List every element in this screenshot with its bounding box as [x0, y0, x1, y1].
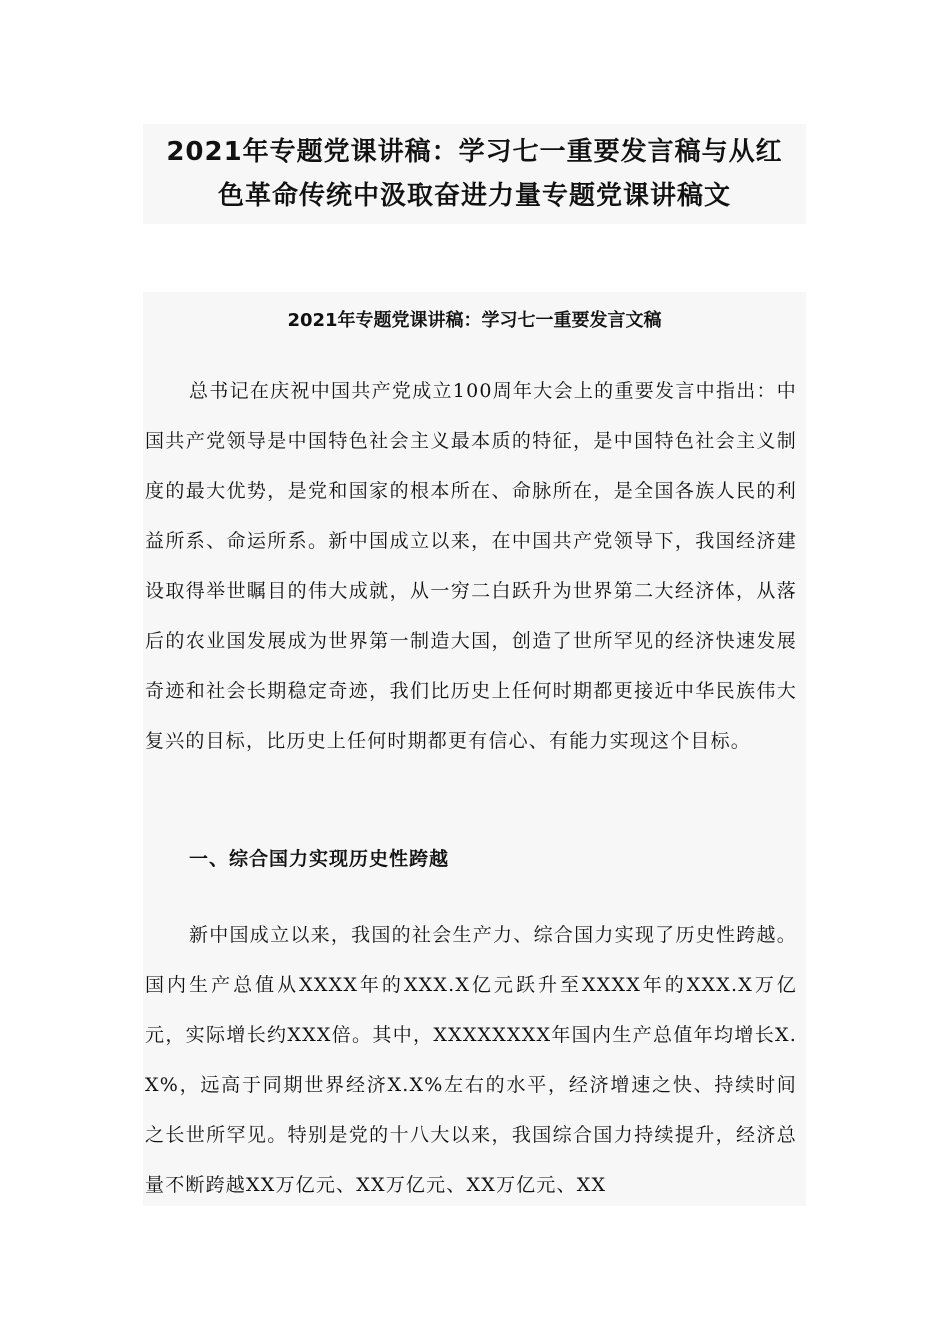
document-body — [143, 292, 806, 1206]
document-title-line-1: 2021年专题党课讲稿：学习七一重要发言稿与从红 — [166, 137, 783, 167]
section-title: 2021年专题党课讲稿：学习七一重要发言文稿 — [287, 310, 662, 331]
document-title — [143, 124, 806, 218]
document-title-block — [143, 124, 806, 224]
document-title-line-2: 色革命传统中汲取奋进力量专题党课讲稿文 — [217, 181, 731, 211]
section-heading-1: 一、综合国力实现历史性跨越 — [189, 848, 450, 870]
paragraph-intro: 总书记在庆祝中国共产党成立100周年大会上的重要发言中指出：中国共产党领导是中国特色社会主义最本质的特征，是中国特色社会主义制度的最大优势，是党和国家的根本所在、命脉所在，是全国各族人民的利益所系、命运所系。新中国成立以来，在中国共产党领导下，我国经济建设取得举世瞩目的伟大成就，从一穷二白跃升为世界第二大经济体，从落后的农业国发展成为世界第一制造大国，创造了世所罕见的经济快速发展奇迹和社会长期稳定奇迹，我们比历史上任何时期都更接近中华民族伟大复兴的目标，比历史上任何时期都更有信心、有能力实现这个目标。 — [145, 380, 797, 752]
paragraph-national-strength: 新中国成立以来，我国的社会生产力、综合国力实现了历史性跨越。国内生产总值从XXXX年的XXX.X亿元跃升至XXXX年的XXX.X万亿元，实际增长约XXX倍。其中，XXXXXXXX年国内生产总值年均增长X.X%，远高于同期世界经济X.X%左右的水平，经济增速之快、持续时间之长世所罕见。特别是党的十八大以来，我国综合国力持续提升，经济总量不断跨越XX万亿元、XX万亿元、XX万亿元、XX — [145, 924, 797, 1196]
